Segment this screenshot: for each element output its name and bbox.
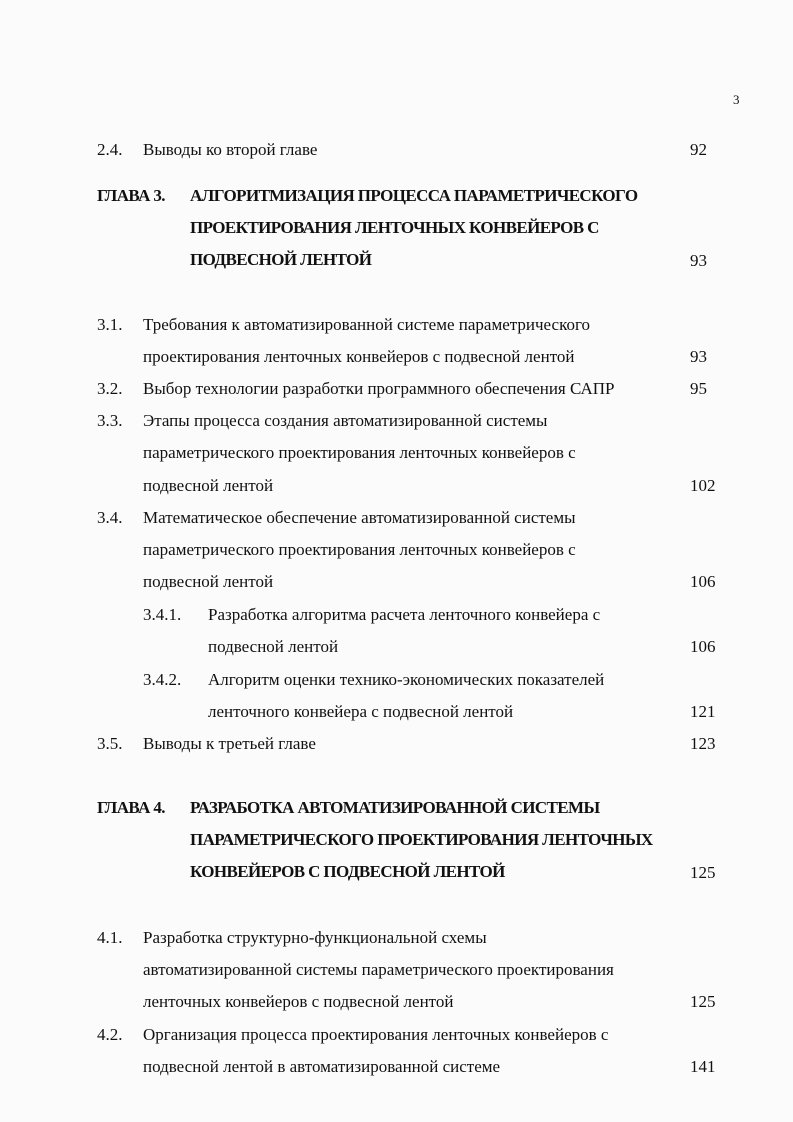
toc-title-line: ленточного конвейера с подвесной лентой xyxy=(208,702,514,721)
toc-title-line: проектирования ленточных конвейеров с подвесной лентой xyxy=(143,347,575,366)
chapter-label: ГЛАВА 3. xyxy=(97,186,165,205)
toc-title: Выводы ко второй главе xyxy=(143,140,318,159)
toc-title-line: ленточных конвейеров с подвесной лентой xyxy=(143,992,454,1011)
toc-title-line: подвесной лентой в автоматизированной системе xyxy=(143,1057,501,1076)
toc-title-line: подвесной лентой xyxy=(143,476,274,495)
toc-page: 106 xyxy=(690,572,716,591)
toc-page: 125 xyxy=(690,863,716,882)
chapter-title-line: РАЗРАБОТКА АВТОМАТИЗИРОВАННОЙ СИСТЕМЫ xyxy=(190,798,600,817)
toc-title-line: параметрического проектирования ленточных конвейеров с xyxy=(143,540,576,559)
toc-page: 121 xyxy=(690,702,716,721)
toc-number: 3.1. xyxy=(97,315,123,334)
toc-title-line: параметрического проектирования ленточных конвейеров с xyxy=(143,443,576,462)
toc-title-line: Требования к автоматизированной системе параметрического xyxy=(143,315,591,334)
toc-page: 141 xyxy=(690,1057,716,1076)
toc-number: 2.4. xyxy=(97,140,123,159)
toc-page: 95 xyxy=(690,379,707,398)
toc-title: Выбор технологии разработки программного обеспечения САПР xyxy=(143,379,615,398)
toc-number: 4.1. xyxy=(97,928,123,947)
toc-number: 3.4.2. xyxy=(143,670,182,689)
toc-title-line: Математическое обеспечение автоматизированной системы xyxy=(143,508,576,527)
chapter-title-line: КОНВЕЙЕРОВ С ПОДВЕСНОЙ ЛЕНТОЙ xyxy=(190,862,505,881)
toc-title-line: Разработка алгоритма расчета ленточного конвейера с xyxy=(208,605,601,624)
toc-title-line: Разработка структурно-функциональной схемы xyxy=(143,928,487,947)
toc-page: 102 xyxy=(690,476,716,495)
chapter-title-line: ПОДВЕСНОЙ ЛЕНТОЙ xyxy=(190,250,372,269)
toc-number: 3.4. xyxy=(97,508,123,527)
toc-title-line: автоматизированной системы параметрического проектирования xyxy=(143,960,614,979)
toc-number: 3.5. xyxy=(97,734,123,753)
toc-number: 3.3. xyxy=(97,411,123,430)
toc-title: Выводы к третьей главе xyxy=(143,734,316,753)
toc-page: 92 xyxy=(690,140,707,159)
toc-title-line: Алгоритм оценки технико-экономических показателей xyxy=(208,670,605,689)
toc-number: 3.2. xyxy=(97,379,123,398)
page-number: 3 xyxy=(733,92,740,107)
toc-title-line: Этапы процесса создания автоматизированной системы xyxy=(143,411,548,430)
toc-page: 93 xyxy=(690,251,707,270)
toc-page: 106 xyxy=(690,637,716,656)
toc-title-line: подвесной лентой xyxy=(143,572,274,591)
toc-page: 125 xyxy=(690,992,716,1011)
chapter-label: ГЛАВА 4. xyxy=(97,798,165,817)
chapter-title-line: АЛГОРИТМИЗАЦИЯ ПРОЦЕССА ПАРАМЕТРИЧЕСКОГО xyxy=(190,186,638,205)
chapter-title-line: ПАРАМЕТРИЧЕСКОГО ПРОЕКТИРОВАНИЯ ЛЕНТОЧНЫХ xyxy=(190,830,653,849)
toc-title-line: Организация процесса проектирования ленточных конвейеров с xyxy=(143,1025,609,1044)
chapter-title-line: ПРОЕКТИРОВАНИЯ ЛЕНТОЧНЫХ КОНВЕЙЕРОВ С xyxy=(190,218,599,237)
toc-number: 4.2. xyxy=(97,1025,123,1044)
toc-page: 93 xyxy=(690,347,707,366)
toc-number: 3.4.1. xyxy=(143,605,182,624)
toc-title-line: подвесной лентой xyxy=(208,637,339,656)
toc-page: 123 xyxy=(690,734,716,753)
